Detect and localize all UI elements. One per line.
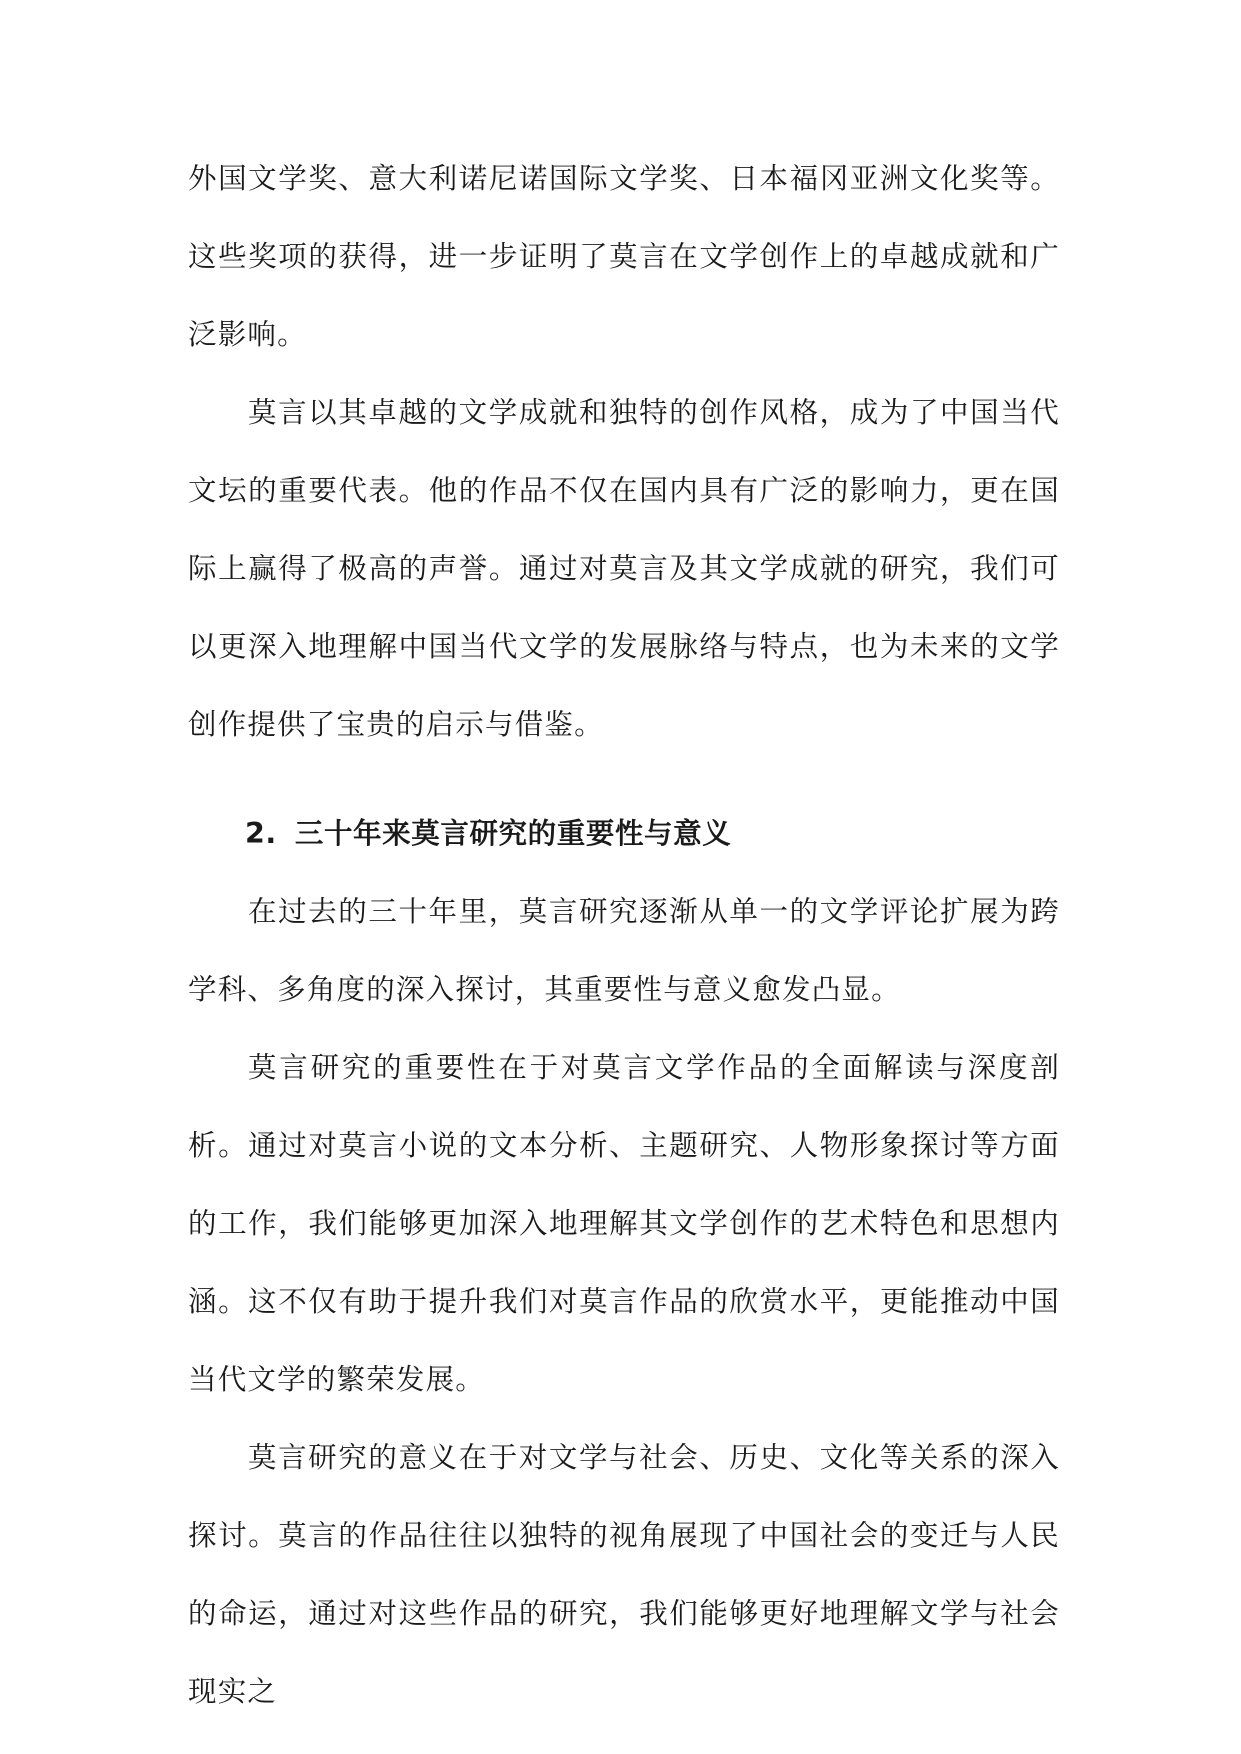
paragraph-significance: 莫言研究的意义在于对文学与社会、历史、文化等关系的深入探讨。莫言的作品往往以独特的视角展现了中国社会的变迁与人民的命运，通过对这些作品的研究，我们能够更好地理解文学与社会现实之 (188, 1441, 1060, 1708)
paragraph-summary: 莫言以其卓越的文学成就和独特的创作风格，成为了中国当代文坛的重要代表。他的作品不仅在国内具有广泛的影响力，更在国际上赢得了极高的声誉。通过对莫言及其文学成就的研究，我们可以更深入地理解中国当代文学的发展脉络与特点，也为未来的文学创作提供了宝贵的启示与借鉴。 (188, 396, 1060, 741)
section-heading (188, 795, 1060, 873)
paragraph-importance: 莫言研究的重要性在于对莫言文学作品的全面解读与深度剖析。通过对莫言小说的文本分析、主题研究、人物形象探讨等方面的工作，我们能够更加深入地理解其文学创作的艺术特色和思想内涵。这不仅有助于提升我们对莫言作品的欣赏水平，更能推动中国当代文学的繁荣发展。 (188, 1051, 1060, 1396)
paragraph-intro: 在过去的三十年里，莫言研究逐渐从单一的文学评论扩展为跨学科、多角度的深入探讨，其重要性与意义愈发凸显。 (188, 895, 1060, 1006)
section-title: 三十年来莫言研究的重要性与意义 (294, 817, 732, 850)
section-number: 2. (245, 817, 277, 850)
document-body (188, 140, 1060, 1731)
paragraph-continuation: 外国文学奖、意大利诺尼诺国际文学奖、日本福冈亚洲文化奖等。这些奖项的获得，进一步证明了莫言在文学创作上的卓越成就和广泛影响。 (188, 162, 1060, 351)
